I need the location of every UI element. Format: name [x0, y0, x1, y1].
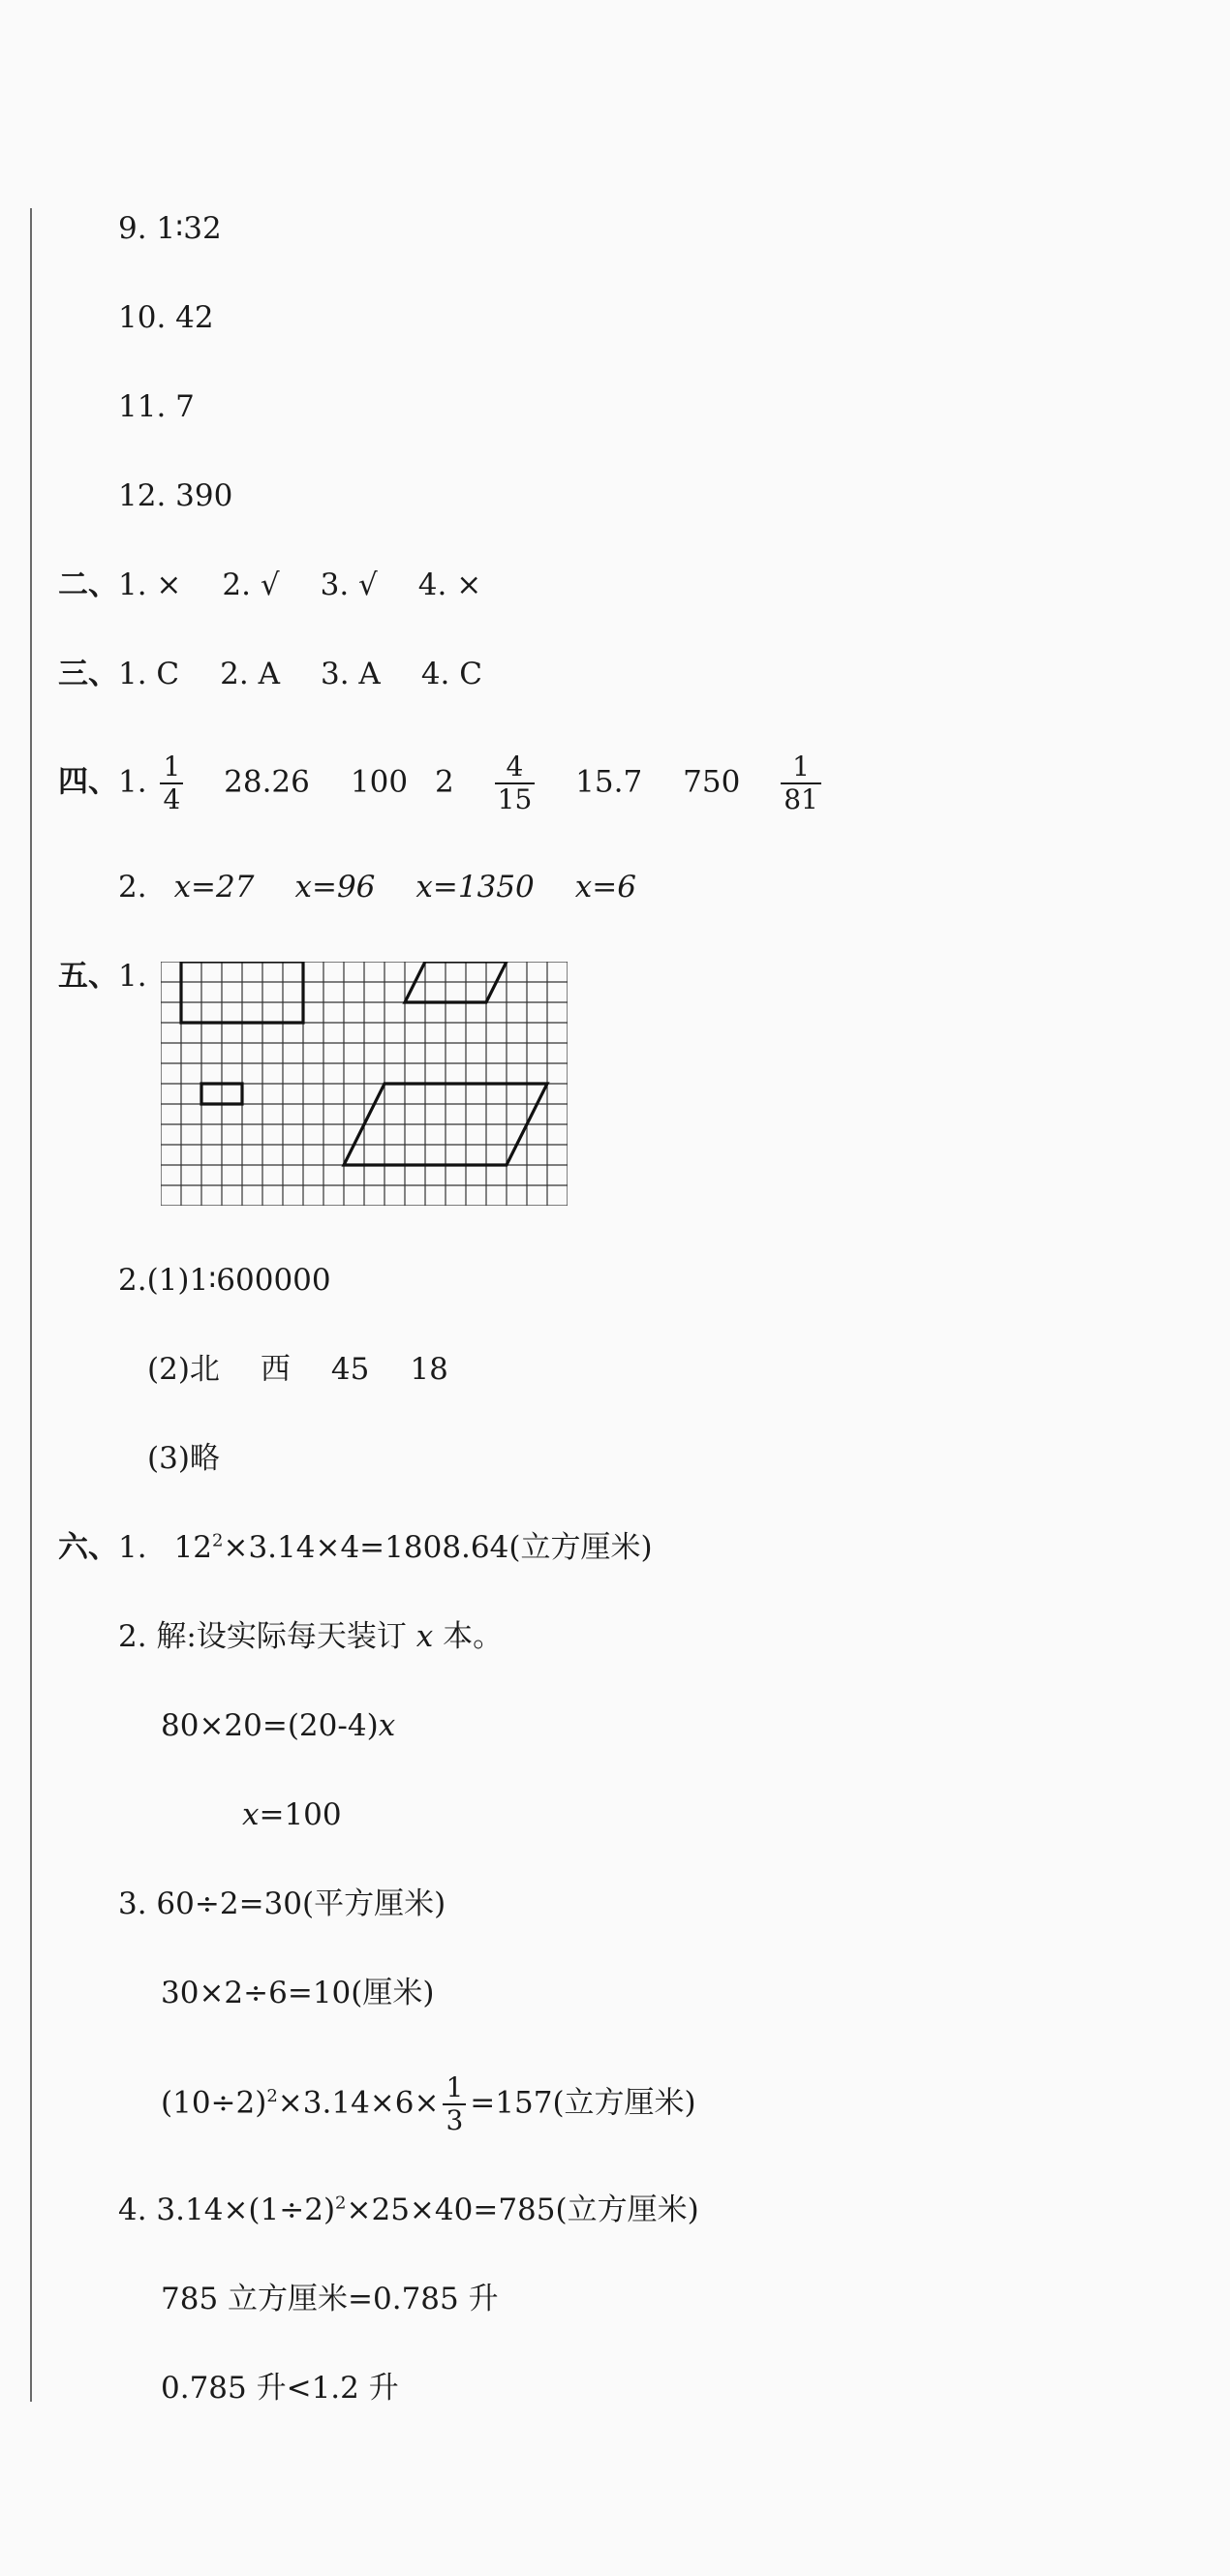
part6-q2-line1 — [118, 1617, 503, 1656]
part6-q2-text-end: 本。 — [443, 1619, 504, 1654]
part6-q3-line1: 3. 60÷2=30(平方厘米) — [118, 1886, 446, 1921]
exponent: 2 — [335, 2193, 347, 2214]
part6-q4-b: ×25×40=785(立方厘米) — [346, 2193, 699, 2227]
answer-10: 10. 42 — [118, 300, 214, 335]
drawing-grid — [161, 962, 568, 1210]
part6-q2-result: =100 — [259, 1797, 342, 1832]
part3-a2: 2. A — [220, 657, 280, 691]
part5-q2-1: 2.(1)1∶600000 — [118, 1263, 331, 1298]
section-label: 二、 — [58, 567, 118, 602]
part4-q2-a2: x=96 — [294, 870, 376, 905]
part3-a3: 3. A — [320, 657, 381, 691]
part6-q2-text: 2. 解:设实际每天装订 — [118, 1619, 407, 1654]
part6-q3-c: =157(立方厘米) — [470, 2085, 696, 2121]
part2-line — [58, 566, 481, 604]
part4-q2-prefix: 2. — [118, 870, 147, 905]
answer-11: 11. 7 — [118, 389, 195, 424]
fraction-1-81 — [781, 751, 821, 815]
exponent: 2 — [266, 2086, 278, 2107]
part6-q4-line1 — [118, 2191, 699, 2229]
part3-line — [58, 655, 482, 693]
part6-q1-base: 12 — [173, 1530, 213, 1565]
part6-q3-line3 — [161, 2072, 696, 2136]
section-label: 三、 — [58, 657, 118, 691]
part6-q1-prefix: 1. — [118, 1530, 147, 1565]
part4-q1-prefix: 1. — [118, 764, 147, 800]
part6-q2-line3 — [242, 1795, 342, 1834]
part5-q2-3: (3)略 — [147, 1441, 220, 1476]
part4-q1-v4: 15.7 — [575, 764, 643, 800]
part4-q1-v2: 100 — [350, 764, 409, 800]
part4-q2-a4: x=6 — [574, 870, 636, 905]
part6-q1-rest: ×3.14×4=1808.64(立方厘米) — [223, 1530, 653, 1565]
part4-q2-a1: x=27 — [173, 870, 255, 905]
fraction-denominator: 4 — [163, 783, 181, 815]
part6-q1 — [58, 1528, 653, 1567]
part6-q4-a: 4. 3.14×(1÷2) — [118, 2193, 336, 2227]
part6-q4-line3: 0.785 升<1.2 升 — [161, 2371, 399, 2406]
part6-q3-a: (10÷2) — [161, 2085, 267, 2121]
part3-a4: 4. C — [420, 657, 482, 691]
section-label: 六、 — [58, 1530, 118, 1565]
exponent: 2 — [212, 1530, 224, 1551]
fraction-numerator: 4 — [495, 751, 536, 784]
part5-q2-2 — [147, 1350, 448, 1389]
part5-q2-2-b: 西 — [260, 1352, 291, 1387]
fraction-1-3 — [443, 2072, 466, 2136]
section-label: 五、 — [58, 959, 118, 994]
part6-q3-b: ×3.14×6× — [277, 2085, 440, 2121]
fraction-numerator: 1 — [160, 751, 183, 784]
part4-q2-a3: x=1350 — [415, 870, 535, 905]
grid-svg — [161, 962, 568, 1206]
part5-q1-prefix: 1. — [118, 959, 147, 994]
fraction-denominator: 3 — [446, 2104, 464, 2136]
fraction-denominator: 15 — [497, 783, 533, 815]
fraction-numerator: 1 — [781, 751, 821, 784]
part5-q2-2-d: 18 — [410, 1352, 448, 1387]
part4-q1-v5: 750 — [683, 764, 741, 800]
part5-q2-2-c: 45 — [330, 1352, 370, 1387]
margin-line — [30, 208, 32, 2402]
part5-q2-2-a: (2)北 — [147, 1352, 220, 1387]
part5-q1-label — [58, 957, 147, 996]
answer-9: 9. 1∶32 — [118, 211, 222, 246]
part6-q2-eq: 80×20=(20-4) — [161, 1708, 379, 1743]
part2-a2: 2. √ — [222, 567, 280, 602]
variable-x: x — [242, 1797, 260, 1832]
variable-x: x — [415, 1619, 434, 1654]
part6-q2-line2 — [161, 1706, 395, 1745]
variable-x: x — [378, 1708, 396, 1743]
part2-a1: 1. × — [118, 567, 182, 602]
part6-q4-line2: 785 立方厘米=0.785 升 — [161, 2282, 499, 2316]
part2-a3: 3. √ — [320, 567, 378, 602]
fraction-denominator: 81 — [784, 783, 818, 815]
part2-a4: 4. × — [417, 567, 482, 602]
fraction-numerator: 1 — [443, 2072, 466, 2105]
section-label: 四、 — [58, 764, 118, 800]
fraction-4-15 — [495, 751, 536, 815]
part6-q3-line2: 30×2÷6=10(厘米) — [161, 1976, 435, 2010]
fraction-1-4 — [160, 751, 183, 815]
part4-q1-line — [58, 751, 825, 815]
part4-q2-line — [118, 868, 636, 906]
part4-q1-v1: 28.26 — [224, 764, 310, 800]
part4-q1-v3: 2 — [435, 764, 454, 800]
part3-a1: 1. C — [118, 657, 180, 691]
answer-12: 12. 390 — [118, 478, 233, 513]
